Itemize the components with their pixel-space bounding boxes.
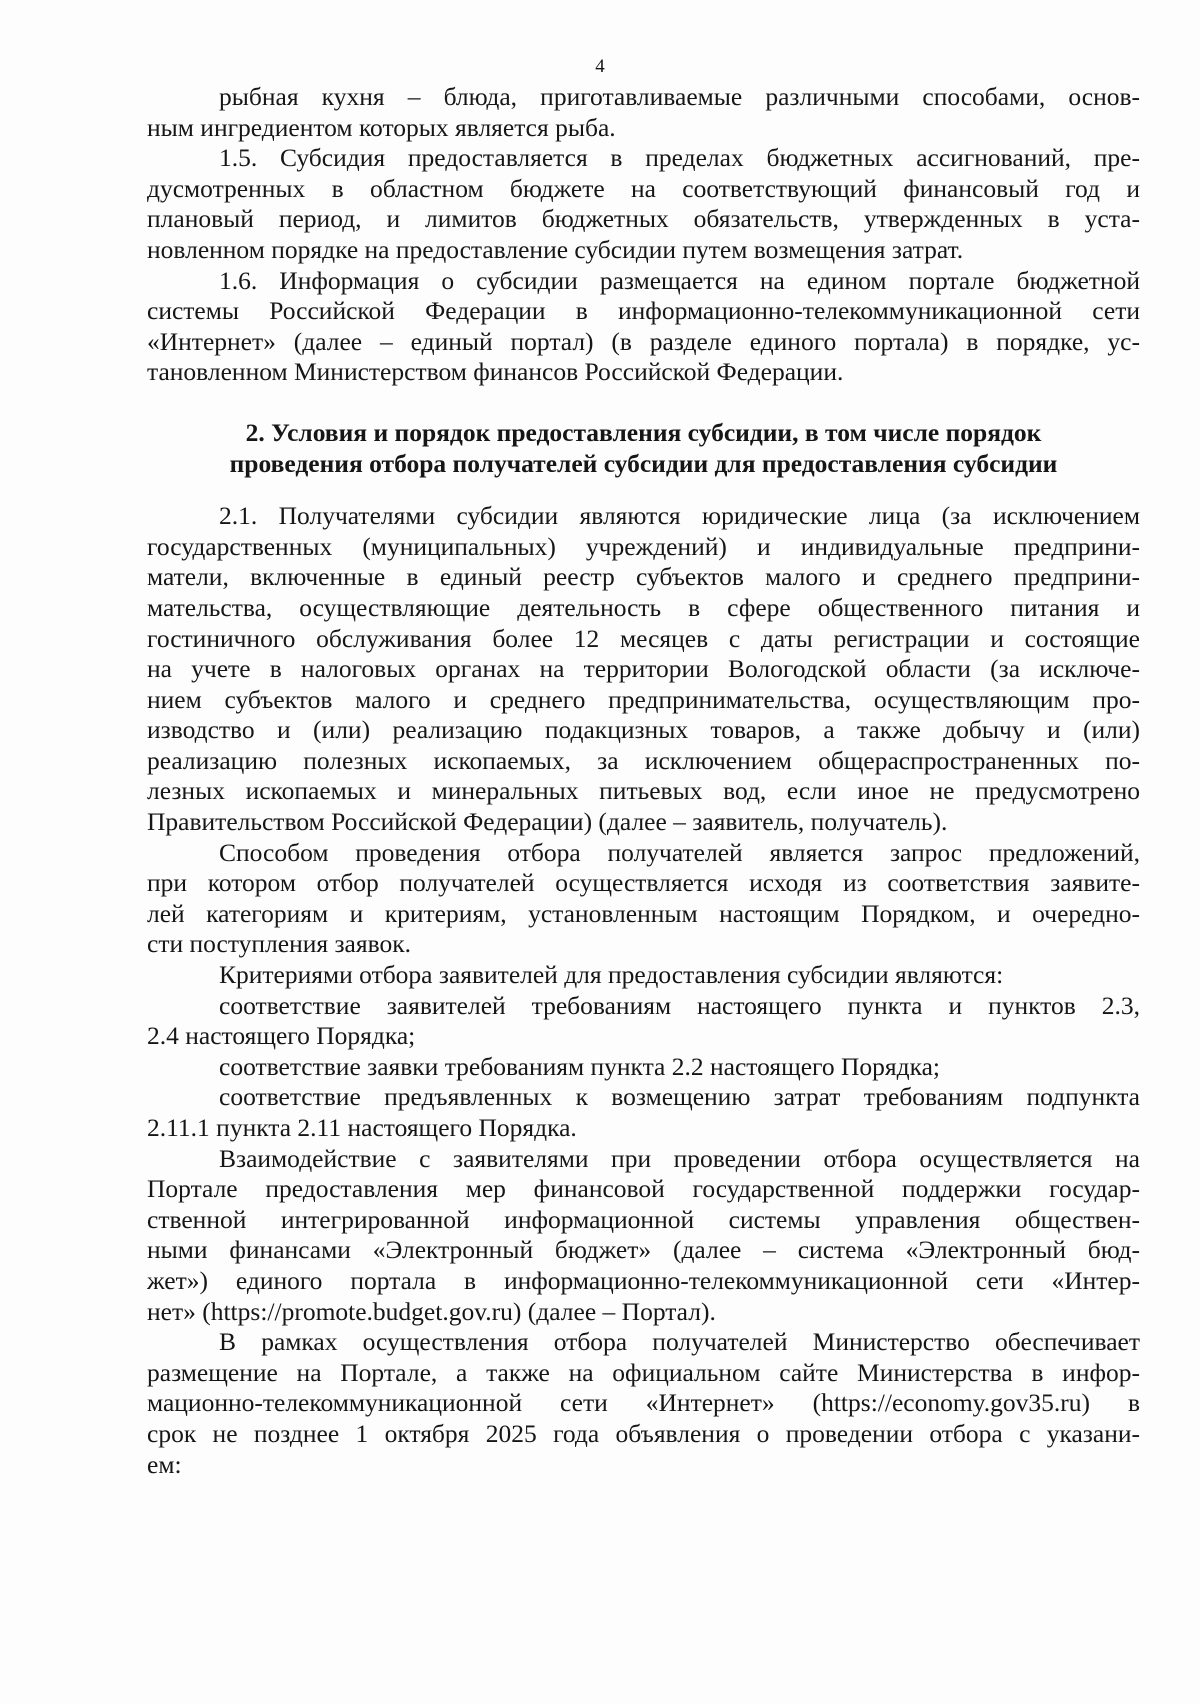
text-line: при котором отбор получателей осуществляется исходя из соответствия заявите-	[147, 868, 1140, 898]
text-line: В рамках осуществления отбора получателей Министерство обеспечивает	[219, 1327, 1140, 1357]
text-line: 1.6. Информация о субсидии размещается на едином портале бюджетной	[219, 265, 1140, 295]
paragraph-1-5	[147, 143, 1140, 265]
text-line: мательства, осуществляющие деятельность в сфере общественного питания и	[147, 592, 1140, 622]
text-line: ем:	[147, 1449, 182, 1479]
text-line: ственной интегрированной информационной системы управления обществен-	[147, 1204, 1140, 1234]
paragraph-interaction	[147, 1144, 1140, 1328]
text-line: Способом проведения отбора получателей является запрос предложений,	[219, 837, 1140, 867]
text-line: мационно-телекоммуникационной сети «Интернет» (https://economy.gov35.ru) в	[147, 1388, 1140, 1418]
text-line: 1.5. Субсидия предоставляется в пределах бюджетных ассигнований, пре-	[219, 143, 1140, 173]
text-line: тановленном Министерством финансов Российской Федерации.	[147, 357, 844, 387]
text-line: соответствие заявителей требованиям настоящего пункта и пунктов 2.3,	[219, 990, 1140, 1020]
text-line: гостиничного обслуживания более 12 месяцев с даты регистрации и состоящие	[147, 623, 1140, 653]
text-line: размещение на Портале, а также на официальном сайте Министерства в инфор-	[147, 1357, 1140, 1387]
criteria-item	[147, 1082, 1140, 1143]
text-line: 2.1. Получателями субсидии являются юридические лица (за исключением	[219, 501, 1140, 531]
text-line: плановый период, и лимитов бюджетных обязательств, утвержденных в уста-	[147, 204, 1140, 234]
text-line: системы Российской Федерации в информационно-телекоммуникационной сети	[147, 296, 1140, 326]
text-line: соответствие заявки требованиям пункта 2.2 настоящего Порядка;	[219, 1051, 941, 1081]
text-line: срок не позднее 1 октября 2025 года объявления о проведении отбора с указани-	[147, 1418, 1140, 1448]
text-line: лей категориям и критериям, установленным настоящим Порядком, и очередно-	[147, 898, 1140, 928]
text-line: Портале предоставления мер финансовой государственной поддержки государ-	[147, 1174, 1140, 1204]
paragraph-1-6	[147, 266, 1140, 388]
section-heading	[147, 418, 1140, 479]
criteria-item	[147, 991, 1140, 1052]
criteria-item	[147, 1052, 1140, 1083]
paragraph-announcement	[147, 1327, 1140, 1480]
text-line: реализацию полезных ископаемых, за исключением общераспространенных по-	[147, 745, 1140, 775]
paragraph-2-1	[147, 501, 1140, 838]
definition-paragraph	[147, 82, 1140, 143]
text-line: соответствие предъявленных к возмещению затрат требованиям подпункта	[219, 1082, 1140, 1112]
text-line: 2.4 настоящего Порядка;	[147, 1021, 416, 1051]
heading-line: 2. Условия и порядок предоставления субсидии, в том числе порядок	[245, 417, 1042, 447]
text-line: на учете в налоговых органах на территории Вологодской области (за исключе-	[147, 654, 1140, 684]
text-line: Взаимодействие с заявителями при проведении отбора осуществляется на	[219, 1143, 1140, 1173]
paragraph-selection-method	[147, 838, 1140, 960]
text-line: ными финансами «Электронный бюджет» (далее – система «Электронный бюд-	[147, 1235, 1140, 1265]
text-line: государственных (муниципальных) учреждений) и индивидуальные предприни-	[147, 531, 1140, 561]
paragraph-criteria	[147, 960, 1140, 991]
text-line: новленном порядке на предоставление субсидии путем возмещения затрат.	[147, 234, 964, 264]
text-line: рыбная кухня – блюда, приготавливаемые различными способами, основ-	[219, 82, 1140, 111]
text-line: сти поступления заявок.	[147, 929, 411, 959]
text-line: Критериями отбора заявителей для предоставления субсидии являются:	[219, 960, 1004, 990]
text-line: изводство и (или) реализацию подакцизных товаров, а также добычу и (или)	[147, 715, 1140, 745]
spacer	[147, 388, 1140, 418]
document-body	[147, 82, 1140, 1480]
spacer	[147, 479, 1140, 501]
text-line: нет» (https://promote.budget.gov.ru) (далее – Портал).	[147, 1296, 716, 1326]
text-line: 2.11.1 пункта 2.11 настоящего Порядка.	[147, 1113, 577, 1142]
page-number: 4	[595, 56, 605, 77]
text-line: Правительством Российской Федерации) (далее – заявитель, получатель).	[147, 807, 948, 837]
text-line: жет») единого портала в информационно-телекоммуникационной сети «Интер-	[147, 1265, 1140, 1295]
text-line: матели, включенные в единый реестр субъектов малого и среднего предприни-	[147, 562, 1140, 592]
text-line: ным ингредиентом которых является рыба.	[147, 112, 616, 142]
text-line: дусмотренных в областном бюджете на соответствующий финансовый год и	[147, 173, 1140, 203]
heading-line: проведения отбора получателей субсидии для предоставления субсидии	[229, 448, 1058, 478]
text-line: «Интернет» (далее – единый портал) (в разделе единого портала) в порядке, ус-	[147, 326, 1140, 356]
text-line: нием субъектов малого и среднего предпринимательства, осуществляющим про-	[147, 684, 1140, 714]
text-line: лезных ископаемых и минеральных питьевых вод, если иное не предусмотрено	[147, 776, 1140, 806]
